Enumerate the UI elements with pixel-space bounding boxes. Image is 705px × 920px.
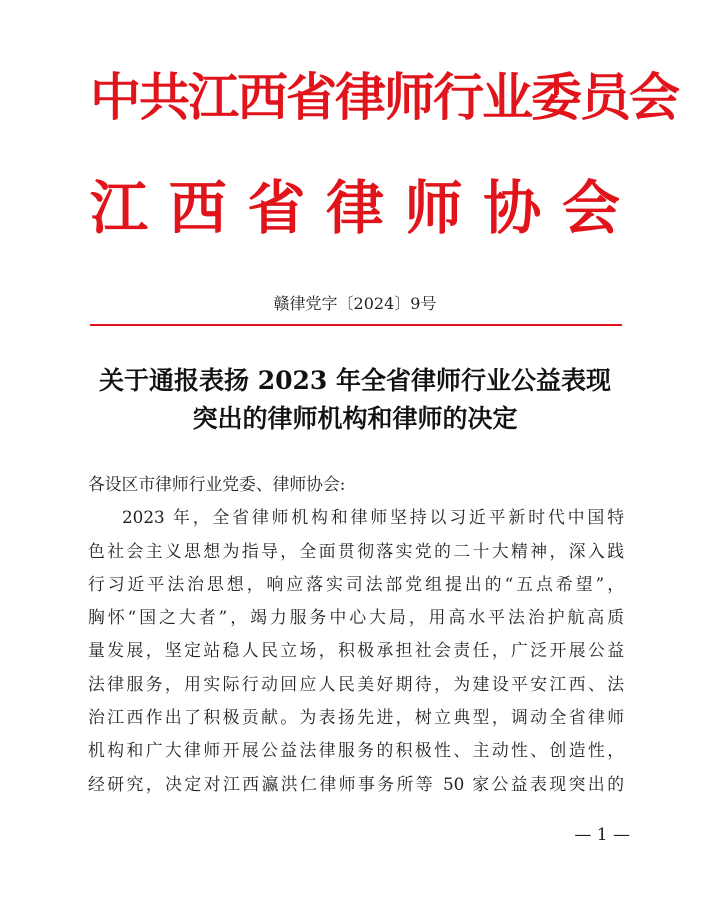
issuer-char: 省 <box>247 174 306 242</box>
body-line: 量发展，坚定站稳人民立场，积极承担社会责任，广泛开展公益 <box>88 640 624 661</box>
issuer-char: 师 <box>404 174 463 242</box>
body-line: 行习近平法治思想，响应落实司法部党组提出的“五点希望”， <box>88 573 624 594</box>
salutation: 各设区市律师行业党委、律师协会: <box>88 474 346 494</box>
body-line: 胸怀“国之大者”，竭力服务中心大局，用高水平法治护航高质 <box>88 607 624 628</box>
body-line: 经研究，决定对江西瀛洪仁律师事务所等 50 家公益表现突出的 <box>88 773 624 794</box>
document-title <box>80 362 630 438</box>
issuer-char: 江 <box>90 174 149 242</box>
page-number: — 1 — <box>574 825 630 845</box>
issuer-char: 会 <box>561 174 620 242</box>
body-line: 色社会主义思想为指导，全面贯彻落实党的二十大精神，深入践 <box>88 540 624 561</box>
body-paragraph <box>88 501 624 801</box>
issuer-char: 西 <box>168 174 227 242</box>
title-line-2: 突出的律师机构和律师的决定 <box>192 404 518 433</box>
body-line: 法律服务，用实际行动回应人民美好期待，为建设平安江西、法 <box>88 673 624 694</box>
issuer-line-bar-association <box>90 172 620 244</box>
title-line-1: 关于通报表扬 2023 年全省律师行业公益表现 <box>99 366 611 395</box>
body-line: 治江西作出了积极贡献。为表扬先进，树立典型，调动全省律师 <box>88 707 624 728</box>
body-line: 机构和广大律师开展公益法律服务的积极性、主动性、创造性， <box>88 740 624 761</box>
document-number: 赣律党字〔2024〕9号 <box>273 294 437 313</box>
issuer-char: 律 <box>325 174 384 242</box>
issuer-line-party-committee: 中共江西省律师行业委员会 <box>90 69 679 128</box>
issuer-char: 协 <box>483 174 542 242</box>
red-separator-line <box>90 324 622 326</box>
document-body <box>88 468 624 801</box>
body-line: 2023 年，全省律师机构和律师坚持以习近平新时代中国特 <box>122 507 624 528</box>
